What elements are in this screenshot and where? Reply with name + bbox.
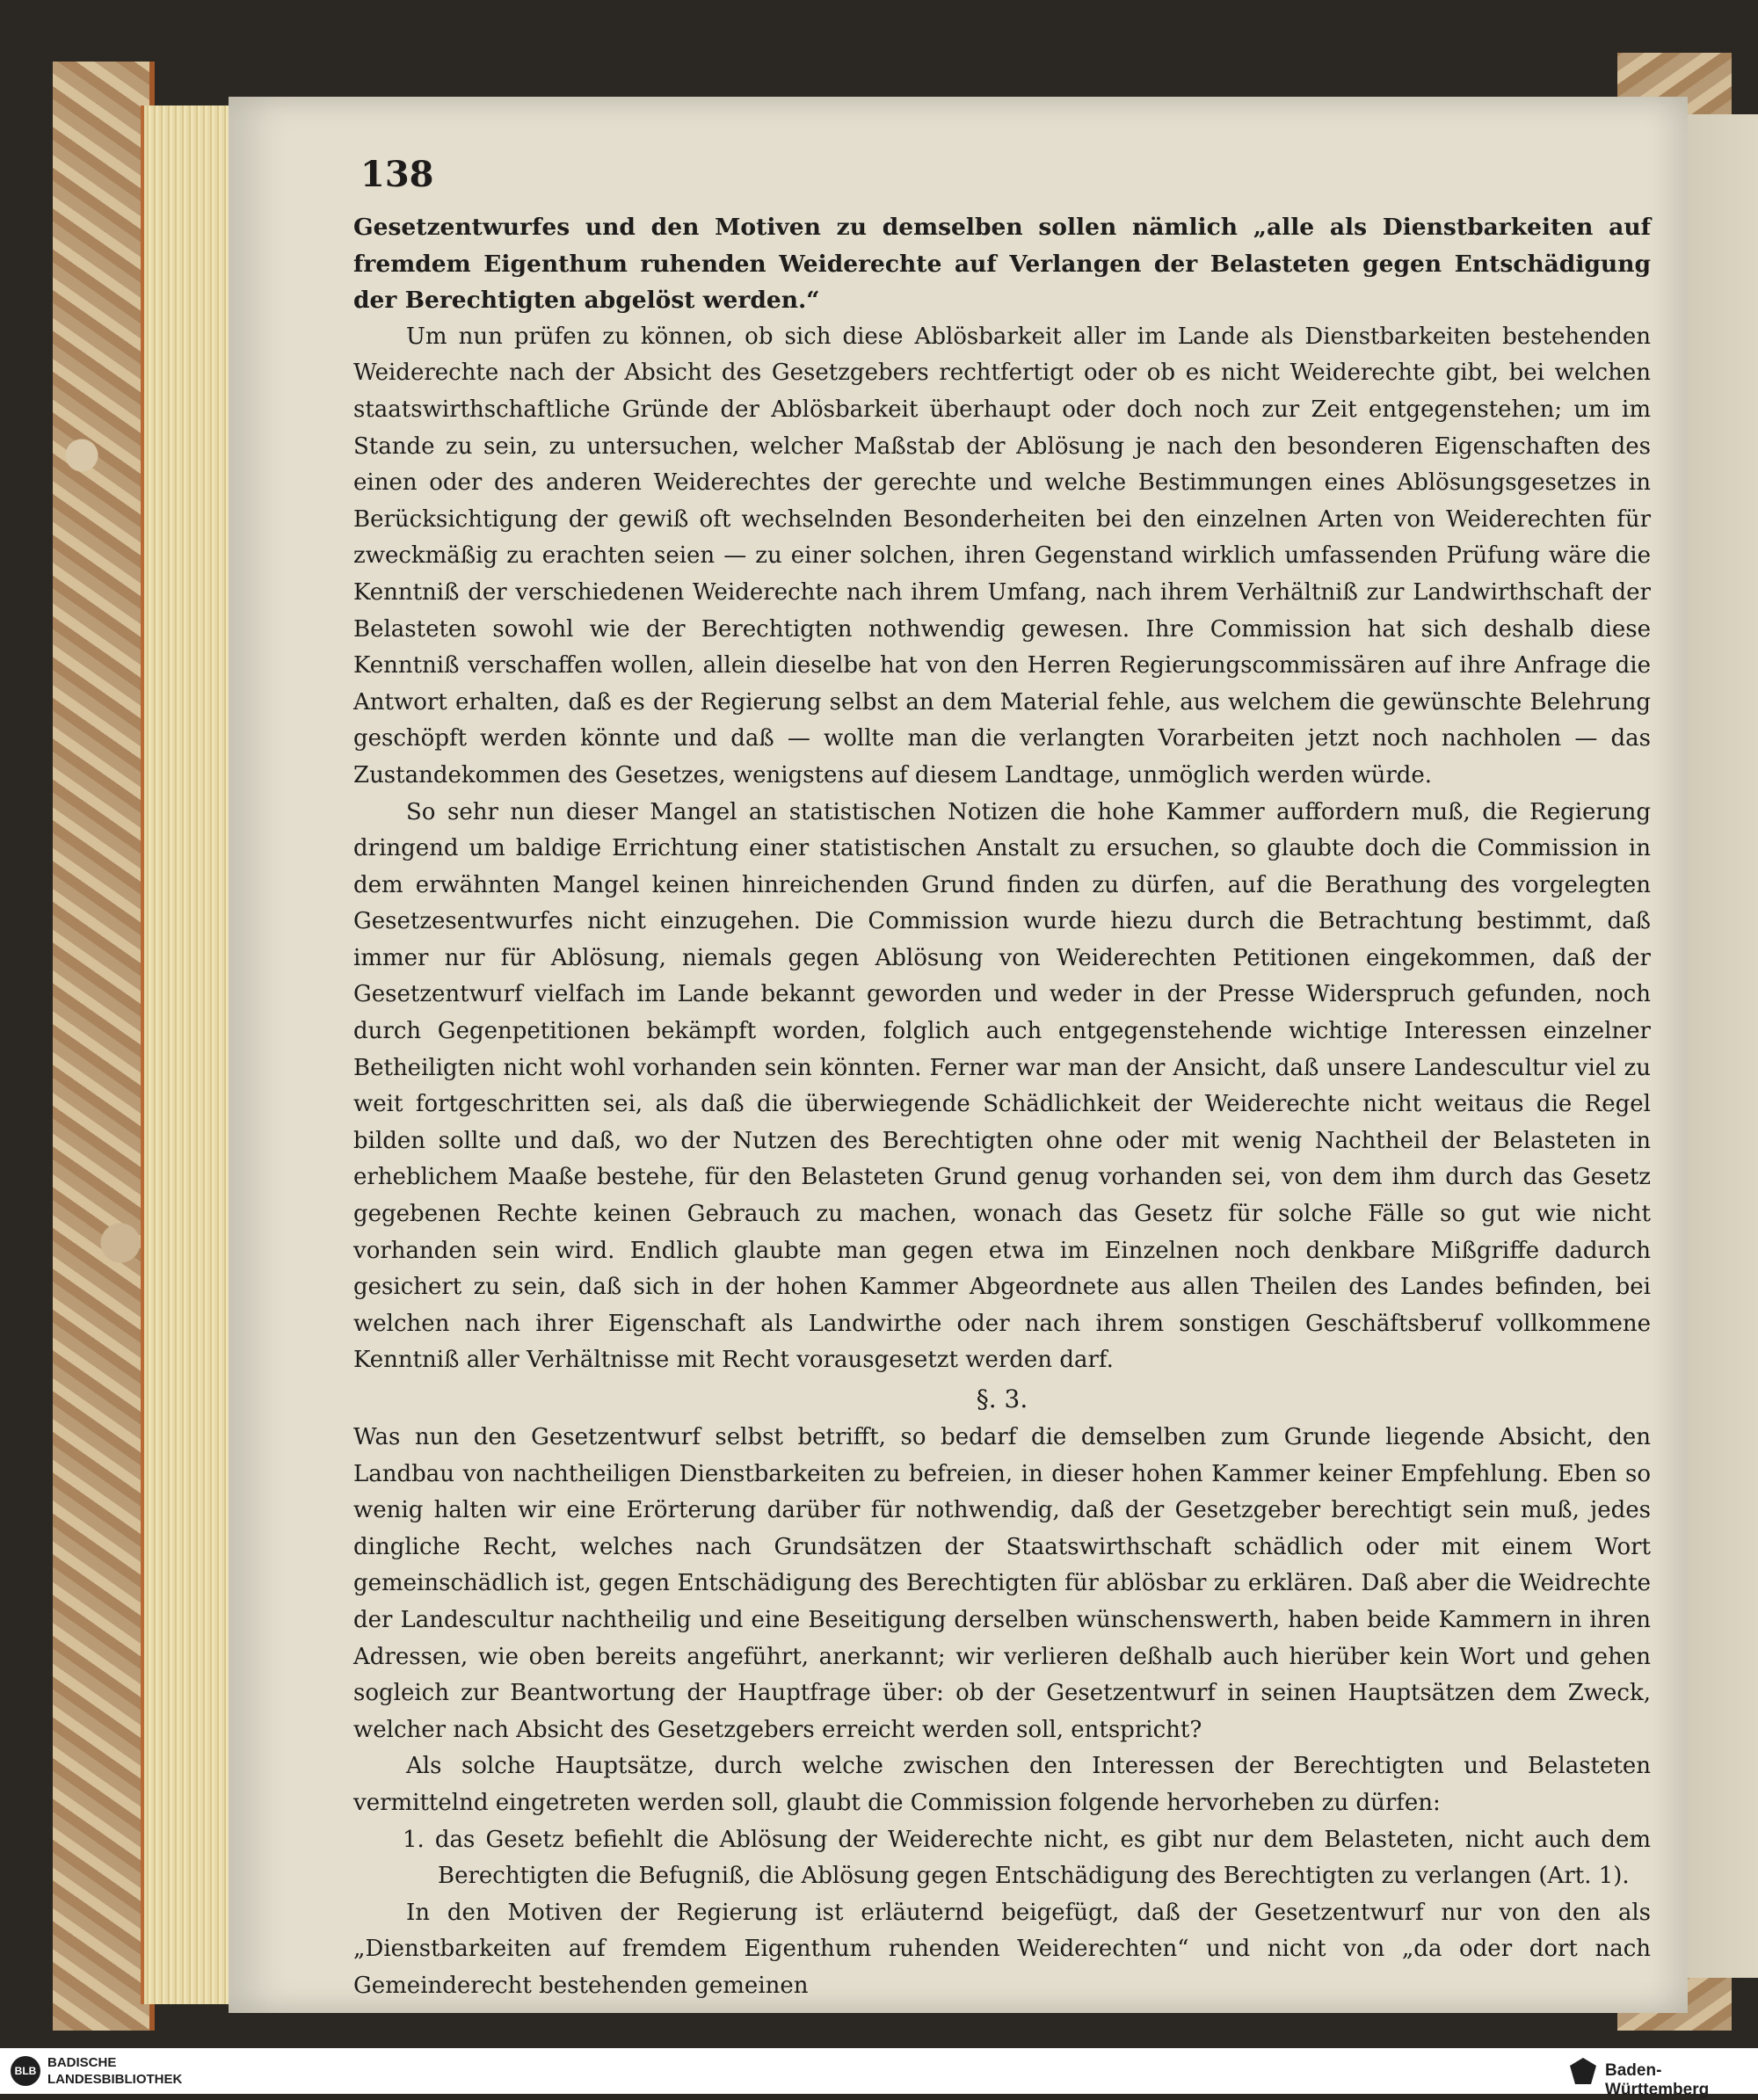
- library-name-line1: BADISCHE: [47, 2055, 117, 2070]
- coat-of-arms-icon: [1570, 2058, 1596, 2084]
- paragraph: Als solche Hauptsätze, durch welche zwischen den Interessen der Berechtigten und Belasteten vermittelnd eingetreten werden soll, glaubt die Commission folgende hervorheben zu dürfen:: [353, 1753, 1651, 1816]
- blb-logo-icon[interactable]: BLB: [11, 2056, 40, 2086]
- paragraph: Um nun prüfen zu können, ob sich diese Ablösbarkeit aller im Lande als Dienstbarkeiten bestehenden Weiderechte nach der Absicht des Gesetzgebers rechtfertigt oder ob es nicht Weiderechte gibt, bei welchen staatswirthschaftliche Gründe der Ablösbarkeit überhaupt oder doch noch zur Zeit entgegenstehen; um im Stande zu sein, zu untersuchen, welcher Maßstab der Ablösung je nach den besonderen Eigenschaften des einen oder des anderen Weiderechtes der gerechte und welche Bestimmungen eines Ablösungsgesetzes in Berücksichtigung der gewiß oft wechselnden Besonderheiten bei den einzelnen Arten von Weiderechten für zweckmäßig zu erachten seien — zu einer solchen, ihren Gegenstand wirklich umfassenden Prüfung wäre die Kenntniß der verschiedenen Weiderechte nach ihrem Umfang, nach ihrem Verhältniß zur Landwirthschaft der Belasteten sowohl wie der Berechtigten nothwendig gewesen. Ihre Commission hat sich deshalb diese Kenntniß verschaffen wollen, allein dieselbe hat von den Herren Regierungscommissären auf ihre Anfrage die Antwort erhalten, daß es der Regierung selbst an dem Material fehle, aus welchem die gewünschte Belehrung geschöpft werden könnte und daß — wollte man die verlangten Vorarbeiten jetzt noch nachholen — das Zustandekommen des Gesetzes, wenigstens auf diesem Landtage, unmöglich werden würde.: [353, 323, 1651, 788]
- footer-bar: [0, 2048, 1758, 2099]
- paragraph: So sehr nun dieser Mangel an statistischen Notizen die hohe Kammer auffordern muß, die Regierung dringend um baldige Errichtung einer statistischen Anstalt zu ersuchen, so glaubte doch die Commission in dem erwähnten Mangel keinen hinreichenden Grund finden zu dürfen, auf die Berathung des vorgelegten Gesetzesentwurfes nicht einzugehen. Die Commission wurde hiezu durch die Betrachtung bestimmt, daß immer nur für Ablösung, niemals gegen Ablösung von Weiderechten Petitionen eingekommen, daß der Gesetzentwurf vielfach im Lande bekannt geworden und weder in der Presse Widerspruch gefunden, noch durch Gegenpetitionen bekämpft worden, folglich auch entgegenstehende wichtige Interessen einzelner Betheiligten nicht wohl vorhanden sein könnten. Ferner war man der Ansicht, daß unsere Landescultur viel zu weit fortgeschritten sei, als daß die überwiegende Schädlichkeit der Weiderechte nicht weitaus die Regel bilden sollte und daß, wo der Nutzen des Berechtigten ohne oder mit wenig Nachtheil der Belasteten in erheblichem Maaße bestehe, für den Belasteten Grund genug vorhanden sei, von dem ihm durch das Gesetz gegebenen Rechte keinen Gebrauch zu machen, wonach das Gesetz für solche Fälle so gut wie nicht vorhanden sein wird. Endlich glaubte man gegen etwa im Einzelnen noch denkbare Mißgriffe dadurch gesichert zu sein, daß sich in der hohen Kammer Abgeordnete aus allen Theilen des Landes befinden, bei welchen nach ihrer Eigenschaft als Landwirthe oder nach ihrem sonstigen Geschäftsberuf vollkommene Kenntniß aller Verhältnisse mit Recht vorausgesetzt werden darf.: [353, 798, 1651, 1374]
- page-number: 138: [360, 154, 434, 195]
- page-text: [353, 209, 1651, 2005]
- list-item: 1. das Gesetz befiehlt die Ablösung der Weiderechte nicht, es gibt nur dem Belasteten, nicht auch dem Berechtigten die Befugniß, die Ablösung gegen Entschädigung des Berechtigten zu verlangen (Art. 1).: [403, 1826, 1651, 1890]
- paragraph-continuation: Gesetzentwurfes und den Motiven zu demselben sollen nämlich „alle als Dienstbarkeiten auf fremdem Eigenthum ruhenden Weiderechte auf Verlangen der Belasteten gegen Entschädigung der Berechtigten abgelöst werden.“: [353, 214, 1651, 315]
- book-page: [229, 97, 1688, 2013]
- book-cover-left: [53, 62, 155, 2031]
- paragraph: In den Motiven der Regierung ist erläuternd beigefügt, daß der Gesetzentwurf nur von den als „Dienstbarkeiten auf fremdem Eigenthum ruhenden Weiderechten“ und nicht von „da oder dort nach Gemeinderecht bestehenden gemeinen: [353, 1899, 1651, 1999]
- paragraph: Was nun den Gesetzentwurf selbst betrifft, so bedarf die demselben zum Grunde liegende Absicht, den Landbau von nachtheiligen Dienstbarkeiten zu befreien, in dieser hohen Kammer keiner Empfehlung. Eben so wenig halten wir eine Erörterung darüber für nothwendig, daß der Gesetzgeber berechtigt sein muß, jedes dingliche Recht, welches nach Grundsätzen der Staatswirthschaft schädlich oder mit einem Wort gemeinschädlich ist, gegen Entschädigung des Berechtigten für ablösbar zu erklären. Daß aber die Weidrechte der Landescultur nachtheilig und eine Beseitigung derselben wünschenswerth, haben beide Kammern in ihren Adressen, wie oben bereits angeführt, anerkannt; wir verlieren deßhalb auch hierüber kein Wort und gehen sogleich zur Beantwortung der Hauptfrage über: ob der Gesetzentwurf in seinen Hauptsätzen dem Zweck, welcher nach Absicht des Gesetzgebers erreicht werden soll, entspricht?: [353, 1424, 1651, 1743]
- library-name-line2: LANDESBIBLIOTHEK: [47, 2072, 183, 2087]
- section-heading: §. 3.: [976, 1384, 1028, 1413]
- state-name[interactable]: Baden-Württemberg: [1605, 2061, 1710, 2099]
- library-name[interactable]: [47, 2054, 182, 2088]
